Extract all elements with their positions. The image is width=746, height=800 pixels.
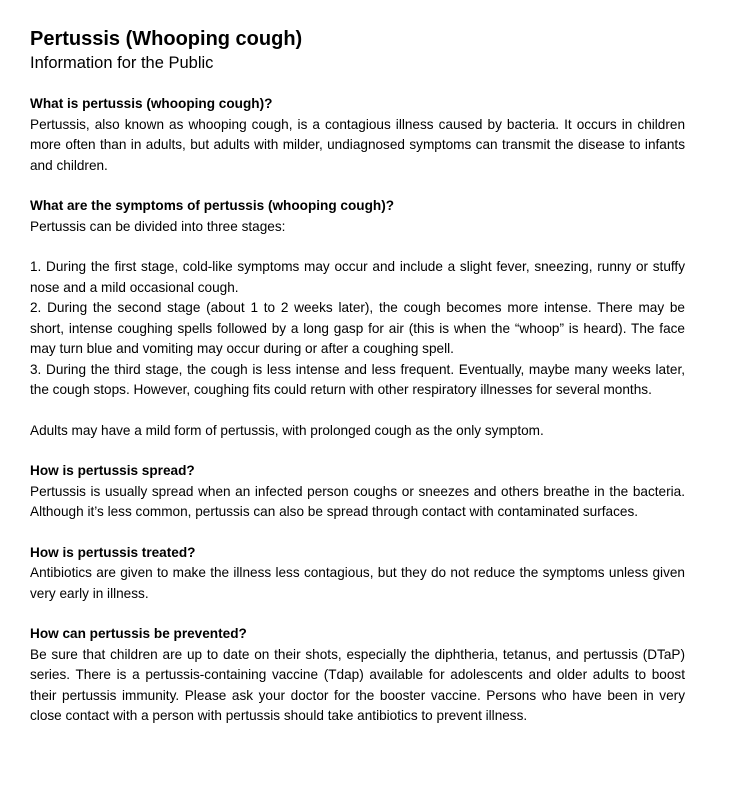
symptoms-intro: Pertussis can be divided into three stages: <box>30 218 286 234</box>
stage-item: 2. During the second stage (about 1 to 2 weeks later), the cough becomes more intense. There may be short, intense coughing spells followed by a long gasp for air (this is when the “whoop” is heard). The face may turn blue and vomiting may occur during or after a coughing spell. <box>30 300 685 356</box>
section-symptoms <box>30 196 685 441</box>
document-subtitle: Information for the Public <box>30 54 214 72</box>
section-heading-spread: How is pertussis spread? <box>30 463 195 478</box>
section-body-what-is: Pertussis, also known as whooping cough, is a contagious illness caused by bacteria. It occurs in children more often than in adults, but adults with milder, undiagnosed symptoms can transmit the disease to infants and children. <box>30 116 685 173</box>
stage-item: 1. During the first stage, cold-like symptoms may occur and include a slight fever, sneezing, runny or stuffy nose and a mild occasional cough. <box>30 259 685 295</box>
stage-item: 3. During the third stage, the cough is less intense and less frequent. Eventually, maybe many weeks later, the cough stops. However, coughing fits could return with other respiratory illnesses for several months. <box>30 361 685 397</box>
document-title: Pertussis (Whooping cough) <box>30 28 303 50</box>
section-body-spread: Pertussis is usually spread when an infected person coughs or sneezes and others breathe in the bacteria. Although it’s less common, pertussis can also be spread through contact with contaminated surfaces. <box>30 483 685 519</box>
document-page <box>30 26 685 747</box>
section-heading-prevented: How can pertussis be prevented? <box>30 626 247 641</box>
section-treated <box>30 543 685 605</box>
section-what-is <box>30 94 685 176</box>
section-heading-what-is: What is pertussis (whooping cough)? <box>30 96 273 111</box>
section-body-treated: Antibiotics are given to make the illness less contagious, but they do not reduce the symptoms unless given very early in illness. <box>30 565 685 601</box>
adults-note: Adults may have a mild form of pertussis, with prolonged cough as the only symptom. <box>30 422 544 438</box>
section-spread <box>30 461 685 523</box>
spacer <box>30 237 685 257</box>
spacer <box>30 401 685 421</box>
stage-list <box>30 257 685 401</box>
section-heading-treated: How is pertussis treated? <box>30 544 196 560</box>
section-body-prevented: Be sure that children are up to date on their shots, especially the diphtheria, tetanus, and pertussis (DTaP) series. There is a pertussis-containing vaccine (Tdap) available for adolescents and older adults to boost their pertussis immunity. Please ask your doctor for the booster vaccine. Persons who have been in very close contact with a person with pertussis should take antibiotics to prevent illness. <box>30 646 685 723</box>
section-prevented <box>30 624 685 727</box>
section-heading-symptoms: What are the symptoms of pertussis (whooping cough)? <box>30 198 395 213</box>
